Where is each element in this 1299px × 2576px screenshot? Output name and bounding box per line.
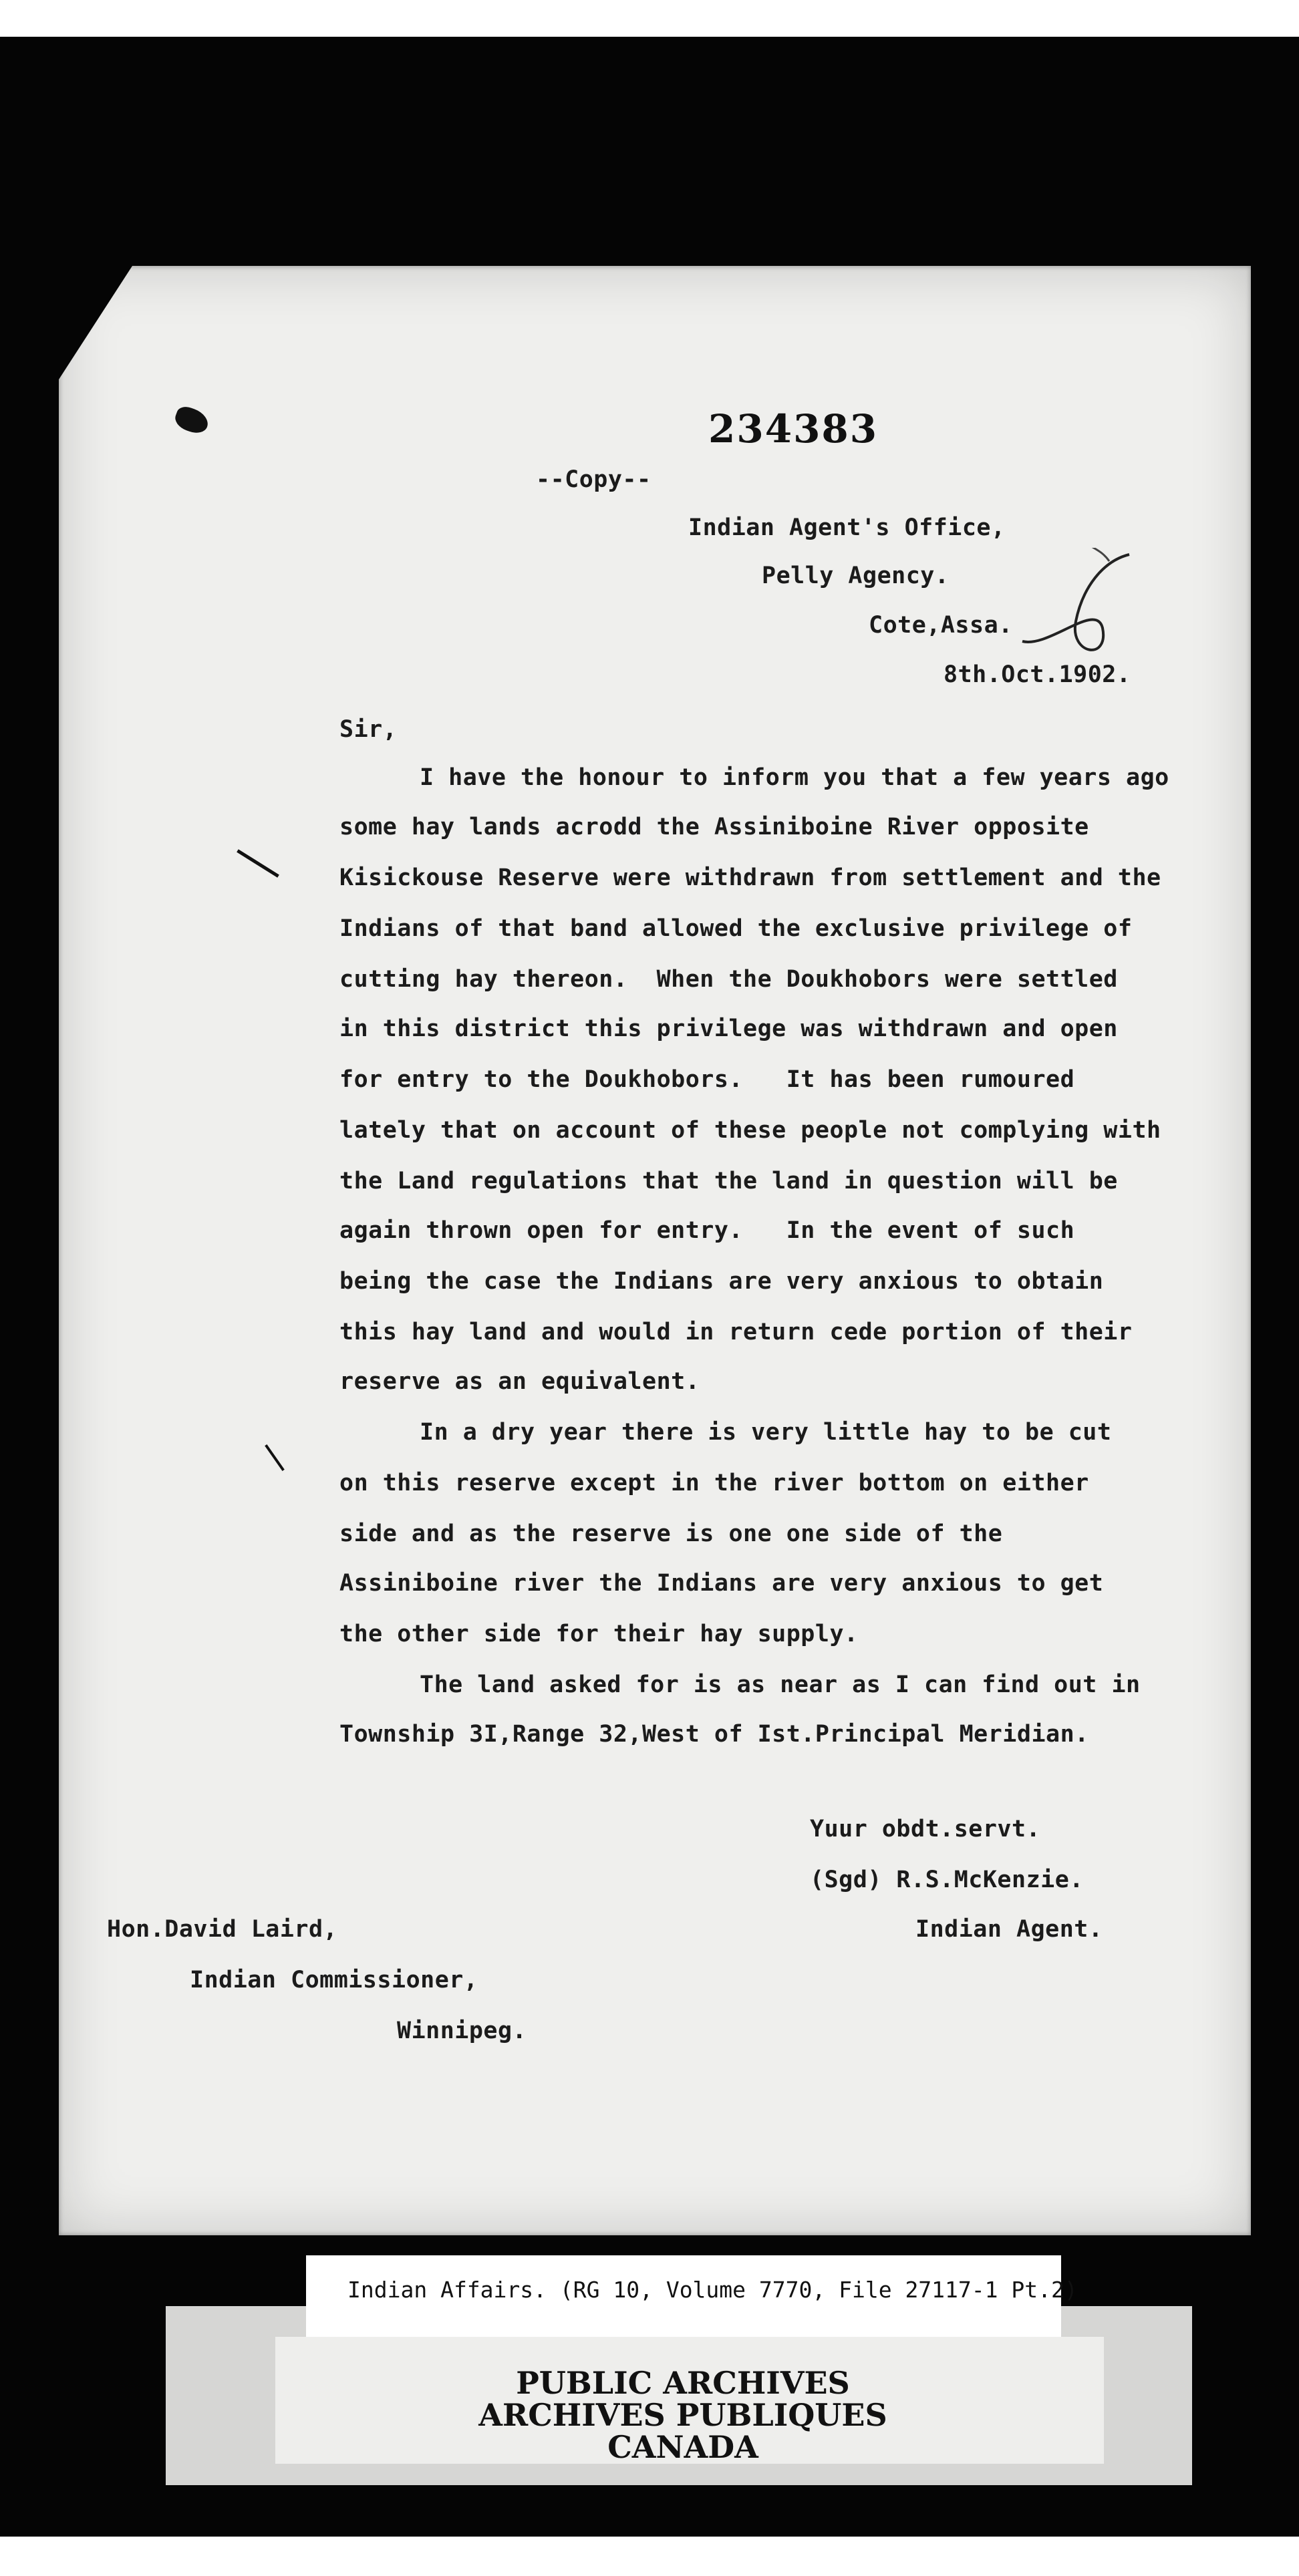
addressee-title: Indian Commissioner, (190, 1967, 478, 1993)
addressee-city: Winnipeg. (397, 2018, 527, 2044)
archive-stamp-line: ARCHIVES PUBLIQUES (478, 2397, 887, 2433)
body-line: Kisickouse Reserve were withdrawn from settlement and the (339, 864, 1161, 891)
folded-corner (59, 266, 132, 379)
body-line: the other side for their hay supply. (339, 1621, 859, 1647)
body-line: side and as the reserve is one one side of the (339, 1520, 1003, 1547)
body-line: cutting hay thereon. When the Doukhobors were settled (339, 966, 1118, 993)
archive-reference: Indian Affairs. (RG 10, Volume 7770, File 27117-1 Pt.2) (347, 2277, 1078, 2303)
body-line: In a dry year there is very little hay to be cut (420, 1419, 1112, 1446)
letter-date: 8th.Oct.1902. (944, 661, 1131, 688)
addressee-name: Hon.David Laird, (107, 1916, 338, 1943)
archive-stamp-line: CANADA (607, 2429, 758, 2465)
body-line: Assiniboine river the Indians are very anxious to get (339, 1570, 1104, 1597)
body-line: some hay lands acrodd the Assiniboine River opposite (339, 814, 1089, 840)
body-line: for entry to the Doukhobors. It has been rumoured (339, 1066, 1075, 1093)
closing-line: Yuur obdt.servt. (810, 1816, 1041, 1842)
body-line: reserve as an equivalent. (339, 1368, 700, 1395)
body-line: The land asked for is as near as I can find out in (420, 1671, 1141, 1698)
letterhead-place: Cote,Assa. (869, 612, 1013, 639)
signer-title: Indian Agent. (915, 1916, 1103, 1943)
body-line: lately that on account of these people not complying with (339, 1117, 1161, 1144)
document-number: 234383 (708, 406, 879, 452)
body-line: the Land regulations that the land in question will be (339, 1168, 1118, 1194)
handwritten-flourish (1002, 548, 1149, 668)
body-line: Indians of that band allowed the exclusive privilege of (339, 915, 1133, 942)
letterhead-agency: Pelly Agency. (762, 562, 950, 589)
body-line: this hay land and would in return cede portion of their (339, 1319, 1133, 1345)
signature-line: (Sgd) R.S.McKenzie. (810, 1867, 1084, 1893)
copy-label: --Copy-- (536, 466, 652, 493)
body-line: being the case the Indians are very anxious to obtain (339, 1268, 1104, 1295)
body-line: again thrown open for entry. In the event of such (339, 1217, 1075, 1244)
body-line: Township 3I,Range 32,West of Ist.Principal Meridian. (339, 1721, 1089, 1748)
letterhead-office: Indian Agent's Office, (688, 514, 1006, 541)
salutation: Sir, (339, 716, 398, 743)
body-line: I have the honour to inform you that a few years ago (420, 764, 1169, 791)
body-line: on this reserve except in the river bottom on either (339, 1470, 1089, 1496)
archive-stamp-line: PUBLIC ARCHIVES (516, 2365, 850, 2401)
body-line: in this district this privilege was withdrawn and open (339, 1015, 1118, 1042)
